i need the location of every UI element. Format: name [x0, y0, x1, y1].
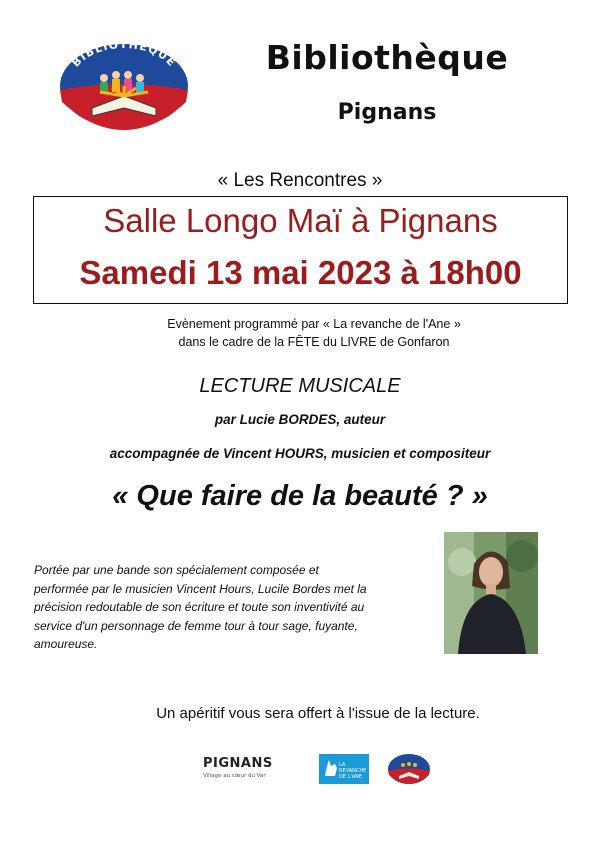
event-series: « Les Rencontres »	[217, 170, 383, 191]
blurb-line: Portée par une bande son spécialement composée et	[34, 563, 319, 577]
description-blurb	[34, 561, 434, 654]
blurb-line: amoureuse.	[34, 637, 98, 651]
organizer-line: Evènement programmé par « La revanche de l'Ane »	[167, 317, 461, 331]
event-date: Samedi 13 mai 2023 à 18h00	[79, 254, 522, 291]
reading-type: LECTURE MUSICALE	[199, 375, 401, 397]
reading-musician: accompagnée de Vincent HOURS, musicien et compositeur	[109, 446, 491, 461]
pignans-logo	[203, 756, 281, 788]
author-photo	[444, 532, 538, 654]
blurb-line: précision redoutable de son écriture et toute son inventivité au	[34, 600, 365, 614]
event-venue: Salle Longo Maï à Pignans	[103, 202, 498, 239]
festival-line: dans le cadre de la FÊTE du LIVRE de Gonfaron	[178, 335, 450, 349]
library-small-logo	[387, 752, 431, 786]
pignans-logo-name: PIGNANS	[203, 756, 273, 771]
library-title: Bibliothèque	[265, 38, 509, 77]
revanche-logo	[319, 754, 369, 784]
work-title: « Que faire de la beauté ? »	[112, 480, 488, 512]
reading-author: par Lucie BORDES, auteur	[214, 412, 386, 427]
blurb-line: performée par le musicien Vincent Hours, Lucile Bordes met la	[34, 581, 367, 596]
logo-text: BIBLIOTHÈQUE	[69, 38, 179, 70]
blurb-line: service d'un personnage de femme tour à tour sage, fuyante,	[34, 618, 358, 633]
revanche-logo-label: LA REVANCHE DE L'ANE	[339, 762, 367, 780]
library-town: Pignans	[337, 100, 437, 125]
pignans-logo-tagline: Village au cœur du Var	[203, 773, 266, 779]
aperitif-note: Un apéritif vous sera offert à l'issue de la lecture.	[156, 705, 480, 722]
library-logo	[56, 38, 192, 134]
